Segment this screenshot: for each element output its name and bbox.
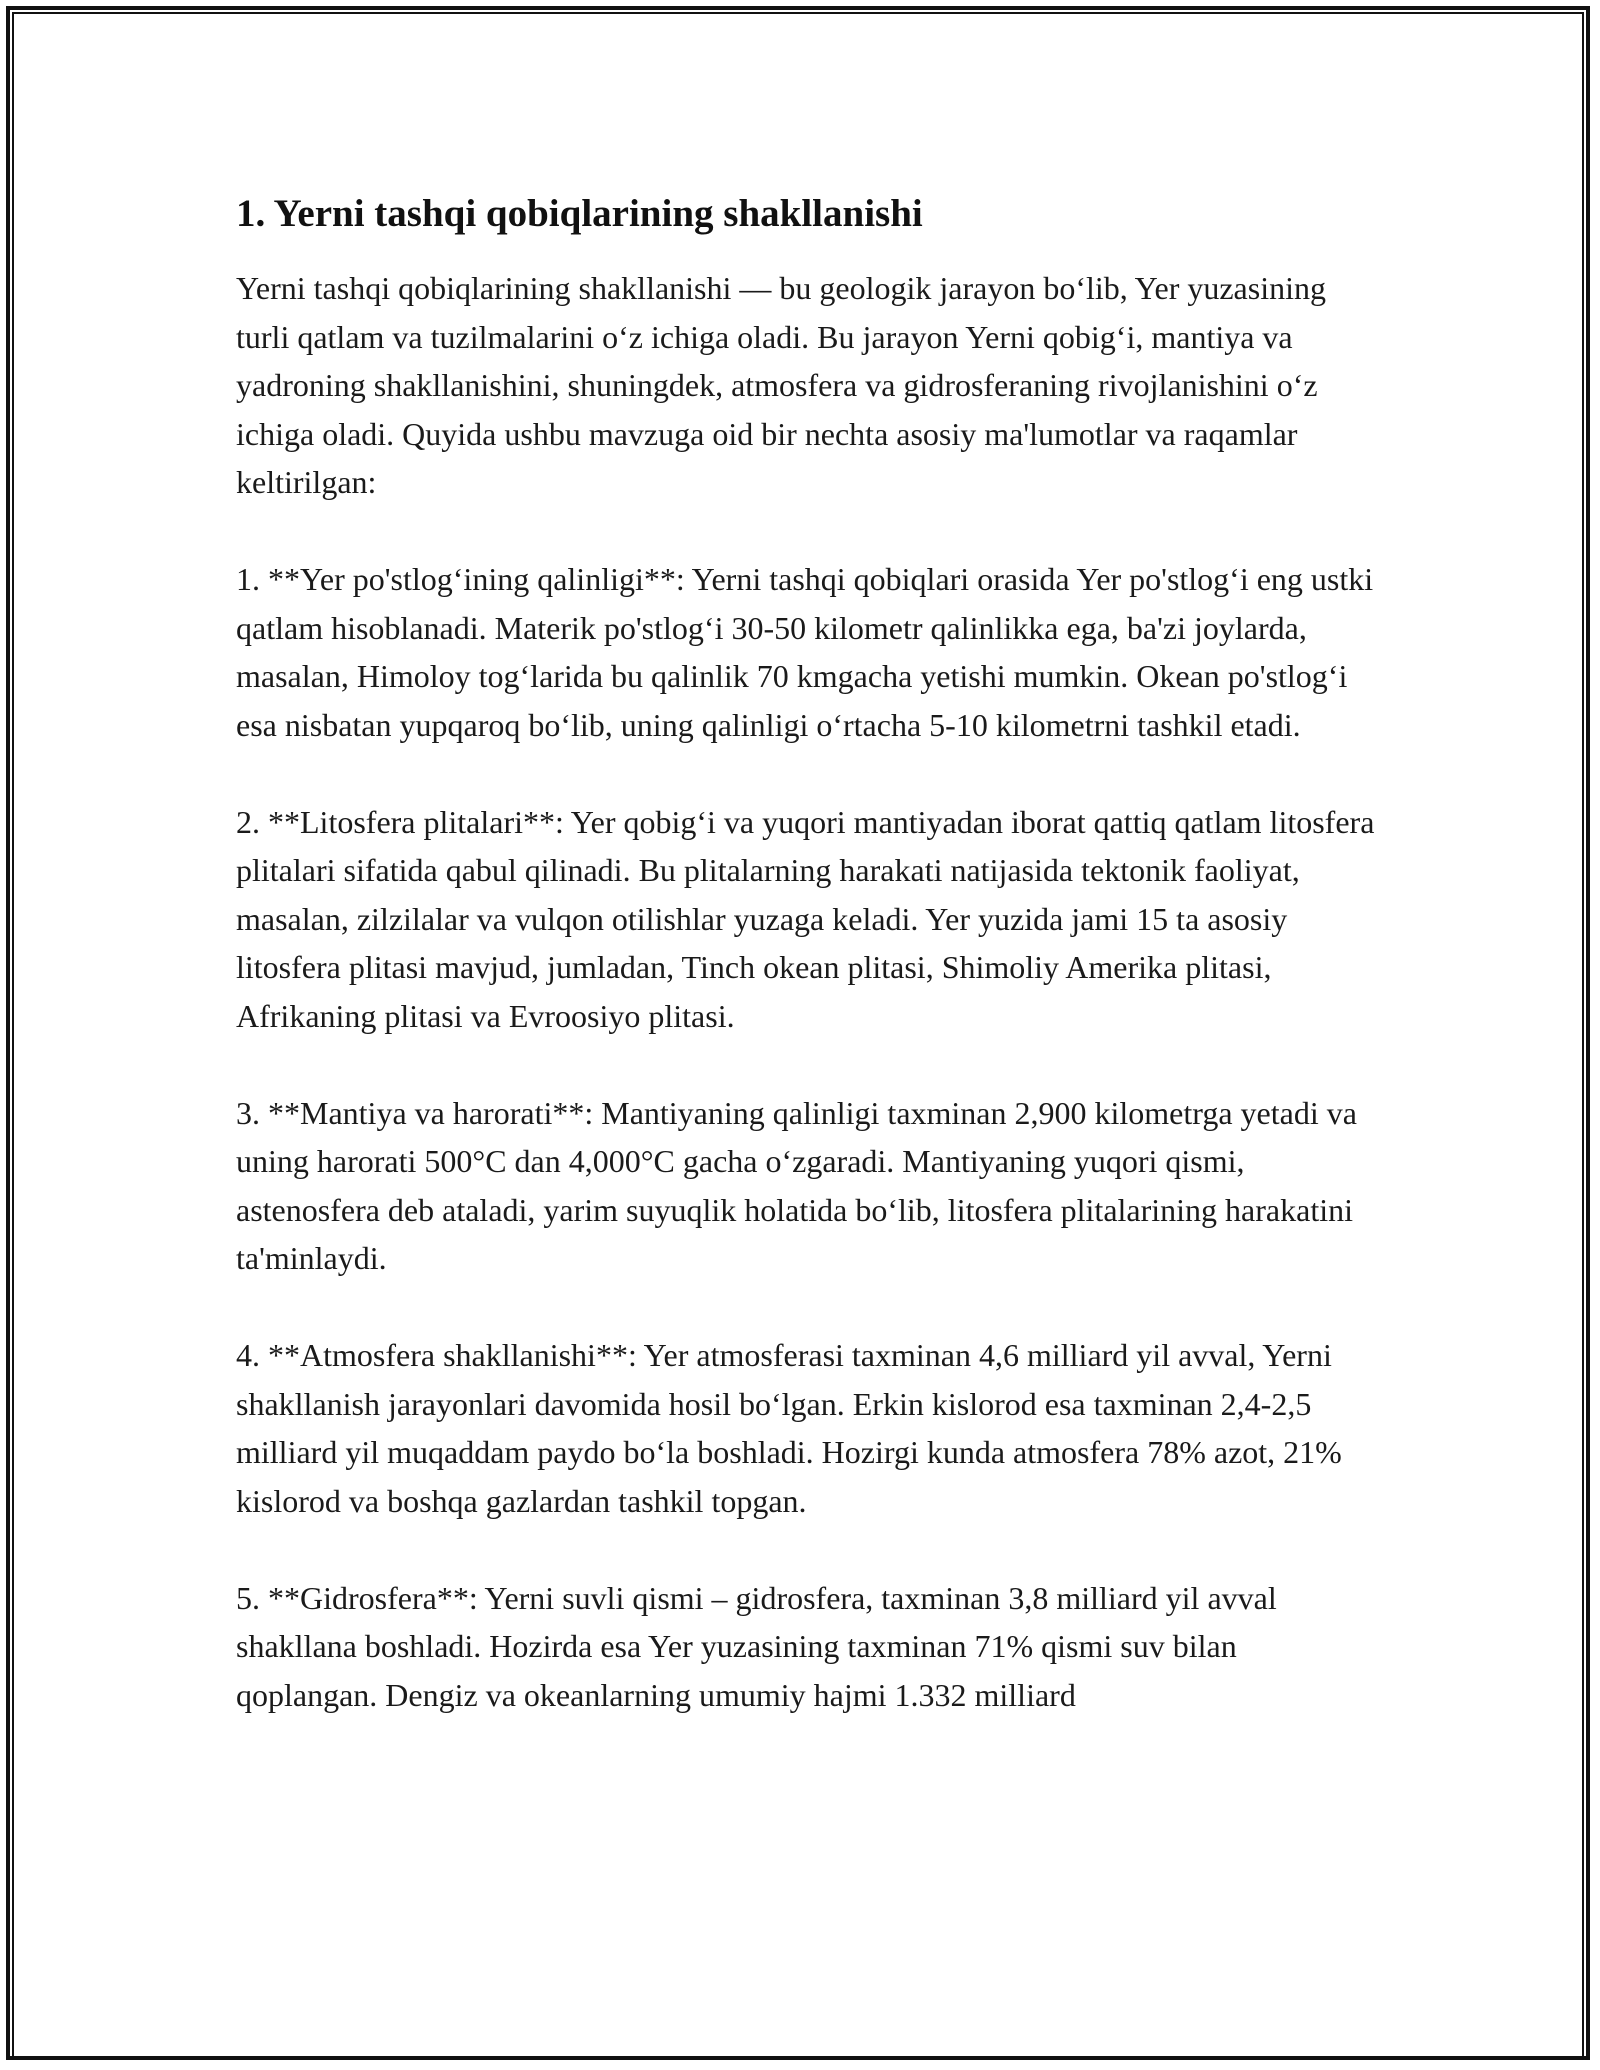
- list-item-crust-thickness: 1. **Yer po'stlog‘ining qalinligi**: Yerni tashqi qobiqlari orasida Yer po'stlog‘i eng ustki qatlam hisoblanadi. Materik po'stlog‘i 30-50 kilometr qalinlikka ega, ba'zi joylarda, masalan, Himoloy tog‘larida bu qalinlik 70 kmgacha yetishi mumkin. Okean po'stlog‘i esa nisbatan yupqaroq bo‘lib, uning qalinligi o‘rtacha 5-10 kilometrni tashkil etadi.: [236, 561, 1374, 743]
- intro-paragraph: Yerni tashqi qobiqlarining shakllanishi — bu geologik jarayon bo‘lib, Yer yuzasining turli qatlam va tuzilmalarini o‘z ichiga oladi. Bu jarayon Yerni qobig‘i, mantiya va yadroning shakllanishini, shuningdek, atmosfera va gidrosferaning rivojlanishini o‘z ichiga oladi. Quyida ushbu mavzuga oid bir nechta asosiy ma'lumotlar va raqamlar keltirilgan:: [236, 270, 1326, 500]
- section-heading: 1. Yerni tashqi qobiqlarining shakllanishi: [236, 192, 923, 235]
- list-item-hydrosphere: 5. **Gidrosfera**: Yerni suvli qismi – gidrosfera, taxminan 3,8 milliard yil avval shakllana boshladi. Hozirda esa Yer yuzasining taxminan 71% qismi suv bilan qoplangan. Dengiz va okeanlarning umumiy hajmi 1.332 milliard: [236, 1579, 1277, 1713]
- list-item-atmosphere-formation: 4. **Atmosfera shakllanishi**: Yer atmosferasi taxminan 4,6 milliard yil avval, Yerni shakllanish jarayonlari davomida hosil bo‘lgan. Erkin kislorod esa taxminan 2,4-2,5 milliard yil muqaddam paydo bo‘la boshladi. Hozirgi kunda atmosfera 78% azot, 21% kislorod va boshqa gazlardan tashkil topgan.: [236, 1337, 1342, 1519]
- list-item-mantle-temperature: 3. **Mantiya va harorati**: Mantiyaning qalinligi taxminan 2,900 kilometrga yetadi va uning harorati 500°C dan 4,000°C gacha o‘zgaradi. Mantiyaning yuqori qismi, astenosfera deb ataladi, yarim suyuqlik holatida bo‘lib, litosfera plitalarining harakatini ta'minlaydi.: [236, 1094, 1357, 1276]
- document-page: [236, 186, 1376, 1719]
- list-item-lithosphere-plates: 2. **Litosfera plitalari**: Yer qobig‘i va yuqori mantiyadan iborat qattiq qatlam litosfera plitalari sifatida qabul qilinadi. Bu plitalarning harakati natijasida tektonik faoliyat, masalan, zilzilalar va vulqon otilishlar yuzaga keladi. Yer yuzida jami 15 ta asosiy litosfera plitasi mavjud, jumladan, Tinch okean plitasi, Shimoliy Amerika plitasi, Afrikaning plitasi va Evroosiyo plitasi.: [236, 803, 1375, 1034]
